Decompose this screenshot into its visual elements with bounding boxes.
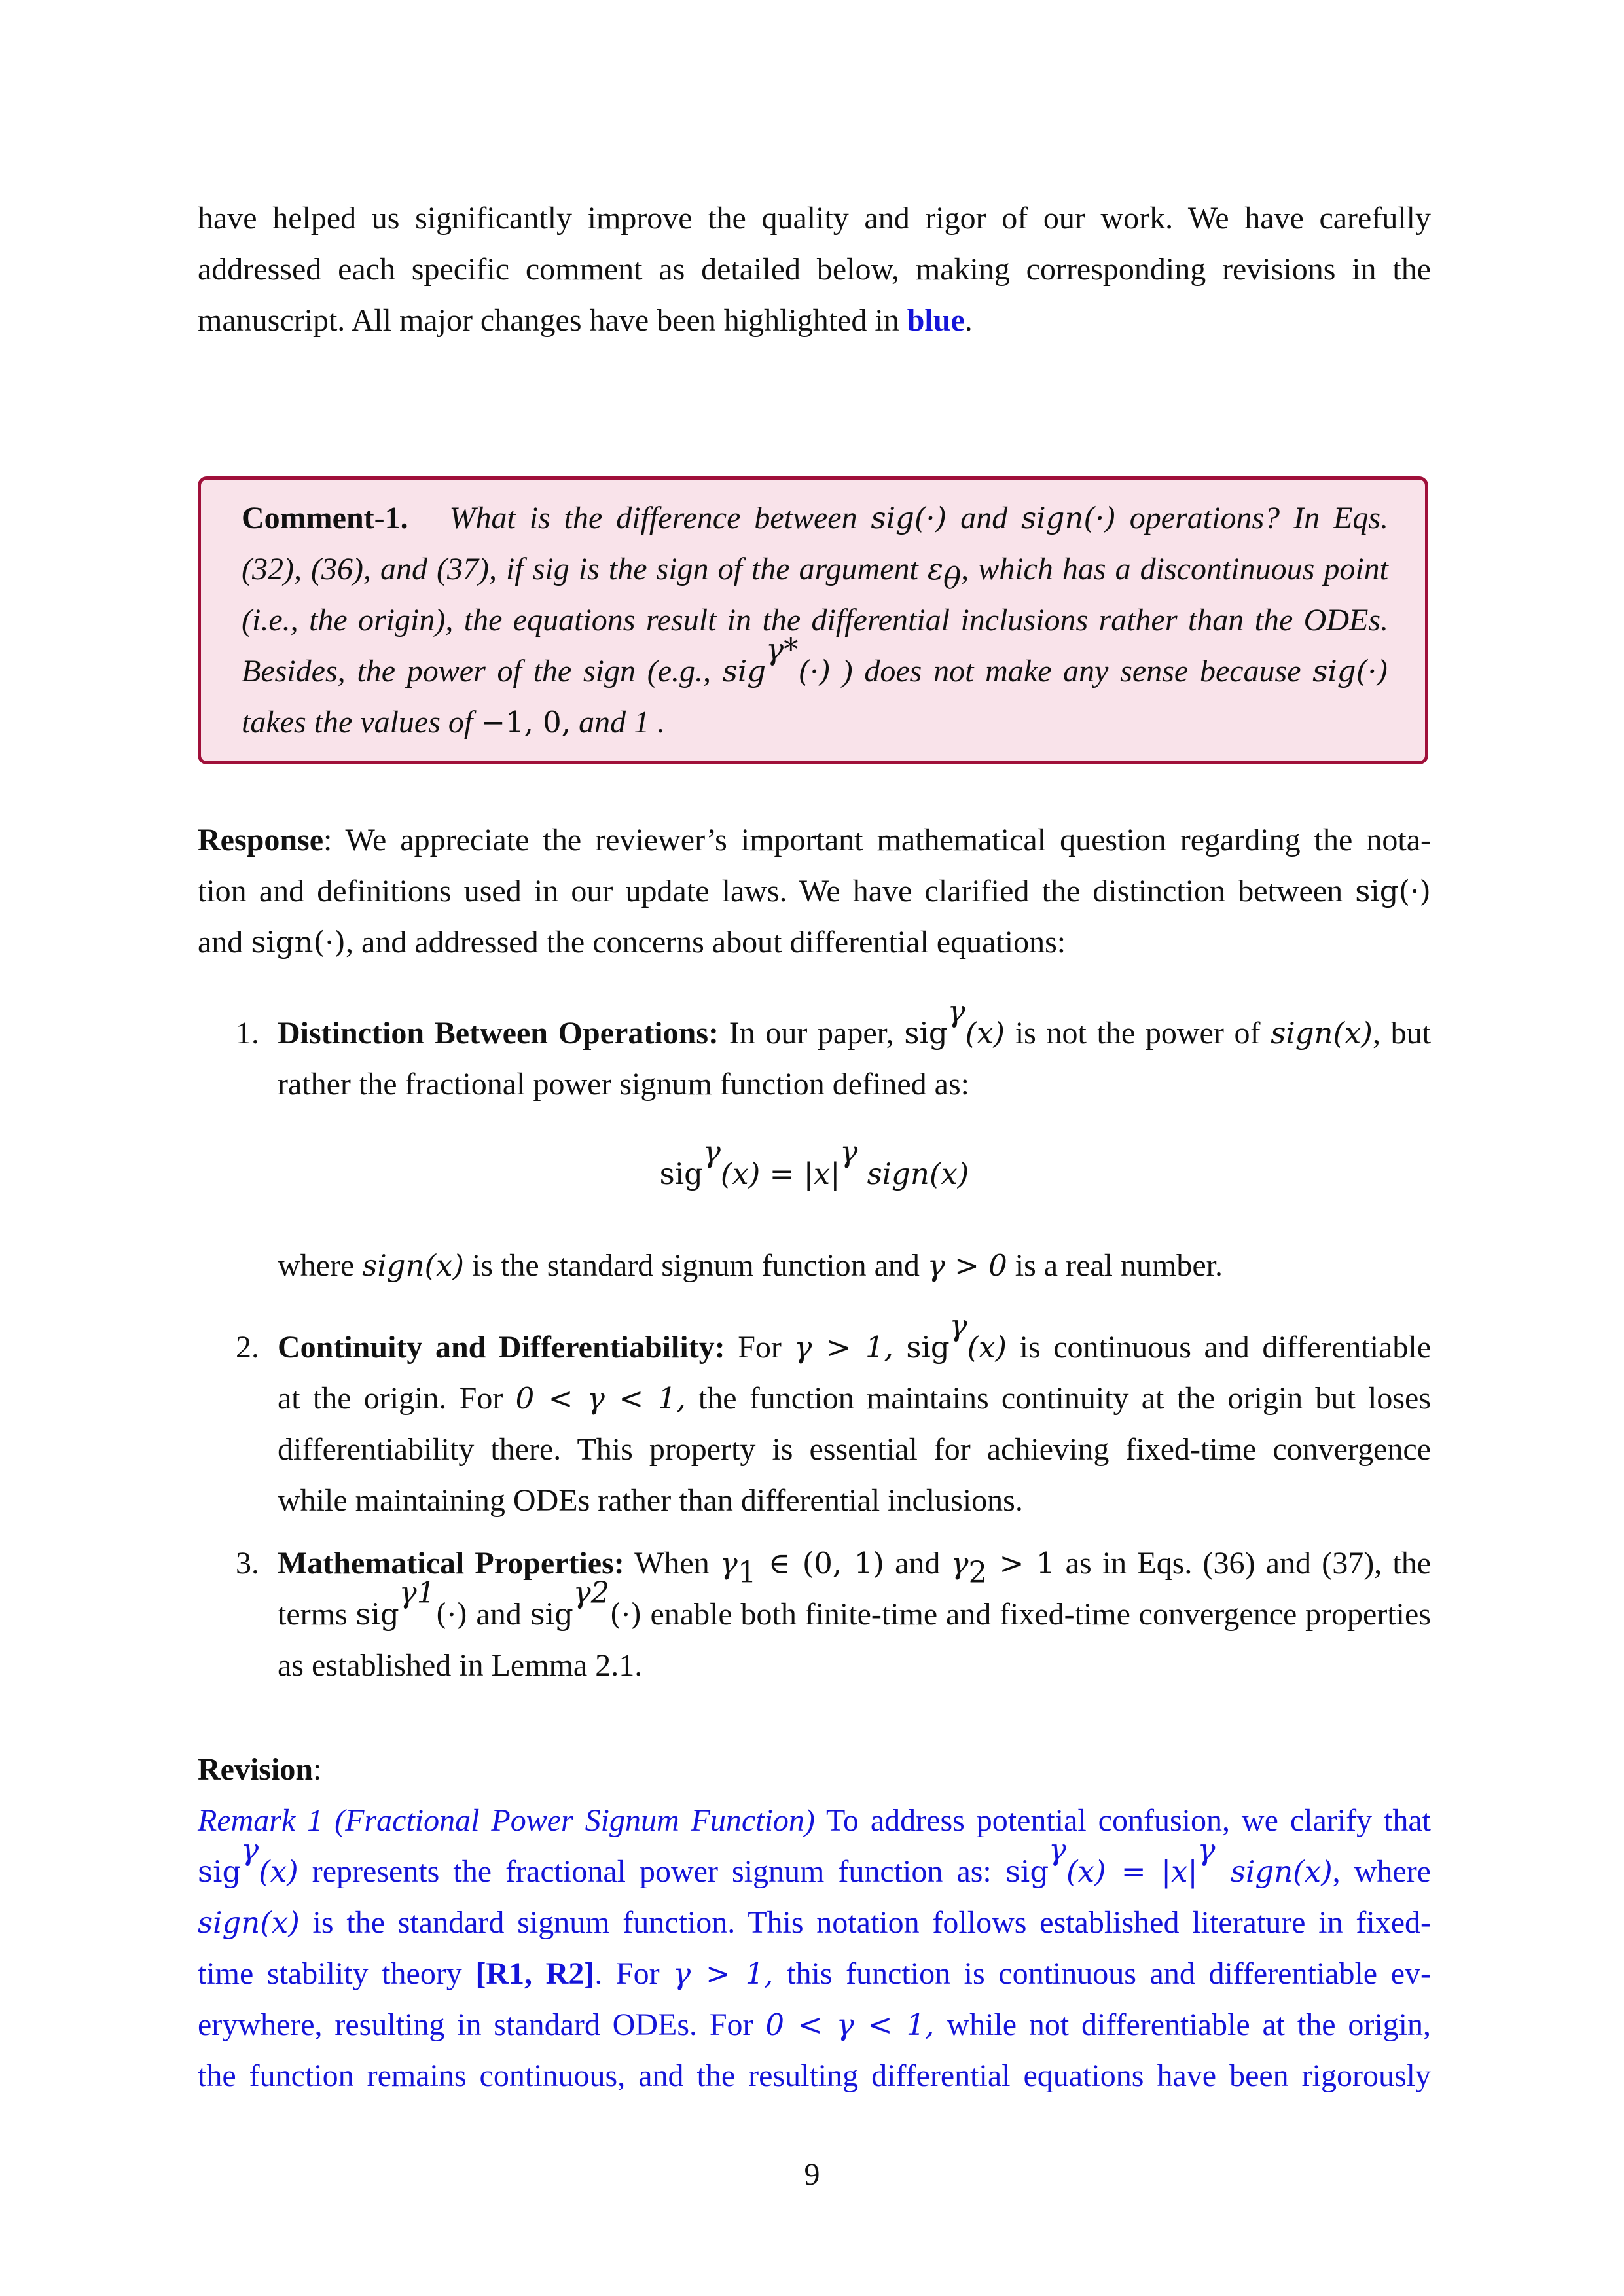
comment-line-1: Comment-1. What is the difference between sig(·) and sign(·) operations? In Eqs. xyxy=(242,501,1389,535)
comment-line-3: (i.e., the origin), the equations result in the differential inclusions rather than the ODEs. xyxy=(242,603,1388,637)
remark-line-3: sign(x) is the standard signum function. This notation follows established literature in fixed- xyxy=(198,1905,1431,1940)
item-1-line-2: rather the fractional power signum function defined as: xyxy=(278,1067,969,1102)
remark-title: Remark 1 (Fractional Power Signum Function) xyxy=(198,1803,815,1838)
item-number: 2. xyxy=(236,1330,259,1365)
item-body xyxy=(278,994,1432,1110)
signum-equation: $sig^\gamma(x) = |x|^\gamma$ sign(x) xyxy=(659,1134,969,1191)
comment-box xyxy=(198,476,1428,764)
item-2-line-3: differentiability there. This property is essential for achieving fixed-time convergence xyxy=(278,1432,1431,1467)
remark-line-6: the function remains continuous, and the resulting differential equations have been rigorously xyxy=(198,2058,1431,2093)
comment-label: Comment-1. xyxy=(242,501,408,535)
item-3-line-2: terms sig$^{\gamma 1}$(·) and sig$^{\gamma 2}$(·) enable both finite-time and fixed-time convergence properties xyxy=(278,1575,1432,1632)
item-2-line-4: while maintaining ODEs rather than differential inclusions. xyxy=(278,1483,1023,1518)
revision-heading: Revision: xyxy=(198,1752,322,1787)
item-number: 3. xyxy=(236,1546,259,1581)
page-number: 9 xyxy=(804,2157,820,2192)
item-body xyxy=(278,1308,1431,1526)
intro-paragraph xyxy=(198,193,1431,346)
remark-line-1: Remark 1 (Fractional Power Signum Function) To address potential confusion, we clarify that xyxy=(198,1803,1431,1838)
item-title: Continuity and Differentiability: xyxy=(278,1330,725,1365)
item-number: 1. xyxy=(236,1016,259,1050)
remark-line-4: time stability theory [R1, R2]. For γ > 1, this function is continuous and differentiable ev- xyxy=(198,1956,1431,1991)
item-2-line-1: Continuity and Differentiability: For γ > 1, sig$^\gamma$(x) is continuous and differentiable xyxy=(278,1308,1431,1365)
comment-line-4: Besides, the power of the sign (e.g., sig$^{\gamma*}$(·) ) does not make any sense because sig(·) xyxy=(242,632,1389,689)
document-page: have helped us significantly improve the quality and rigor of our work. We have carefully addressed each specific comment as detailed below, making corresponding revisions in the manuscript. All major changes have been highlighted in blue. Comment-1. What is the difference between sig(·) and sign(·) operations? In Eqs. (32), (36), and (37), if sig is the sign of the argument $\varepsilon_\theta$, which has a discontinuous point (i.e., the origin), the equations result in the differential inclusions rather than the ODEs. Besides, the power of the sign (e.g., sig$^{\gamma*}$(·) ) does not make any sense because sig(·) takes the values of −1, 0, and 1 . Response: We appreciate the reviewer’s important mathematical question regarding the nota- tion and definitions used in our update laws. We have clarified the distinction between sig(·) and sign(·), and addressed the concerns about differential equations: 1. Distinction Between Operations: In our paper, sig$^\gamma$(x) is not the power of sign(x), but rather the fractional power signum function defined as: $sig^\gamma(x) = |x|^\gamma$ sign(x) where sign(x) is the standard signum function and γ > 0 is a real number. 2. Continuity and Differentiability: For γ > 1, sig$^\gamma$(x) is continuous and differentiable at the origin. For 0 < γ < 1, the function maintains continuity at the origin but loses differentiability there. This property is essential for achieving fixed-time convergence while maintaining ODEs rather than differential inclusions. 3. Mathematical Properties: When $\gamma_1$ ∈ (0, 1) and $\gamma_2 > 1$ as in Eqs. (36) and (37), the terms sig$^{\gamma 1}$(·) and sig$^{\gamma 2}$(·) enable both finite-time and fixed-time convergence properties as established in Lemma 2.1. Revision: Remark 1 (Fractional Power Signum Function) To address potential confusion, we clarify that sig$^\gamma$(x) represents the fractional power signum function as: $sig^\gamma(x) = |x|^\gamma$ sign(x), where sign(x) is the standard signum function. This notation follows established literature in fixed- time stability theory [R1, R2]. For γ > 1, this function is continuous and differentiable ev- erywhere, resulting in standard ODEs. For 0 < γ < 1, while not differentiable at the origin, the function remains continuous, and the resulting differential equations have been rigorously 9 xyxy=(0,0,1624,2296)
response-line-1: Response: We appreciate the reviewer’s important mathematical question regarding the nota- xyxy=(198,823,1431,857)
response-paragraph xyxy=(198,815,1431,968)
item-title: Mathematical Properties: xyxy=(278,1546,624,1581)
intro-line-3: manuscript. All major changes have been highlighted in blue. xyxy=(198,303,973,338)
remark-line-2: sig$^\gamma$(x) represents the fractional power signum function as: $sig^\gamma(x) = |x|^\gamma$ sign(x), where xyxy=(198,1832,1431,1889)
response-label: Response xyxy=(198,823,324,857)
reference-link[interactable]: [R1, R2] xyxy=(475,1956,595,1991)
comment-text xyxy=(242,493,1388,748)
highlight-word: blue xyxy=(907,303,965,338)
item-body xyxy=(278,1538,1431,1691)
remark-line-5: erywhere, resulting in standard ODEs. For 0 < γ < 1, while not differentiable at the origin, xyxy=(198,2007,1432,2042)
intro-line-2: addressed each specific comment as detailed below, making corresponding revisions in the xyxy=(198,252,1431,287)
item-2-line-2: at the origin. For 0 < γ < 1, the function maintains continuity at the origin but loses xyxy=(278,1381,1431,1416)
revision-remark xyxy=(198,1795,1431,2102)
item-title: Distinction Between Operations: xyxy=(278,1016,719,1050)
comment-line-5: takes the values of −1, 0, and 1 . xyxy=(242,705,666,740)
intro-line-1: have helped us significantly improve the quality and rigor of our work. We have carefully xyxy=(198,201,1431,236)
response-line-2: tion and definitions used in our update laws. We have clarified the distinction between sig(·) xyxy=(198,874,1431,908)
comment-line-2: (32), (36), and (37), if sig is the sign of the argument $\varepsilon_\theta$, which has a discontinuous point xyxy=(242,552,1388,596)
item-3-line-1: Mathematical Properties: When $\gamma_1$ ∈ (0, 1) and $\gamma_2 > 1$ as in Eqs. (36) and (37), the xyxy=(278,1546,1431,1590)
response-line-3: and sign(·), and addressed the concerns about differential equations: xyxy=(198,925,1066,960)
item-1-line-1: Distinction Between Operations: In our paper, sig$^\gamma$(x) is not the power of sign(x), but xyxy=(278,994,1432,1050)
item-3-line-3: as established in Lemma 2.1. xyxy=(278,1648,643,1683)
